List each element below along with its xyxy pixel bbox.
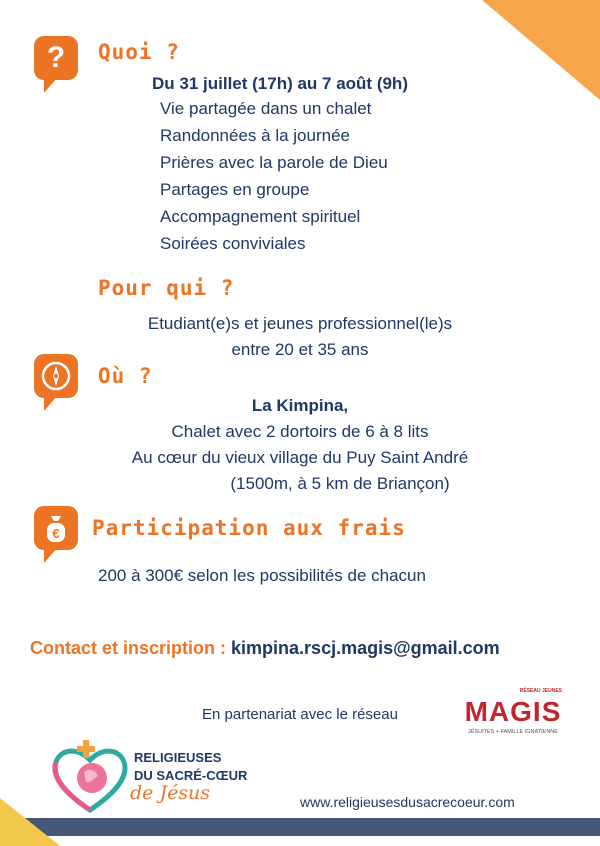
svg-text:€: €	[52, 526, 60, 541]
ou-heading: Où ?	[98, 364, 153, 388]
pour-qui-line: entre 20 et 35 ans	[231, 340, 369, 359]
quoi-dates: Du 31 juillet (17h) au 7 août (9h)	[152, 74, 408, 93]
quoi-item: Vie partagée dans un chalet	[160, 99, 372, 118]
rscj-line1: RELIGIEUSES	[134, 750, 222, 765]
rscj-line2: DU SACRÉ-CŒUR	[134, 768, 248, 783]
pour-qui-line: Etudiant(e)s et jeunes professionnel(le)s	[147, 314, 453, 333]
quoi-heading: Quoi ?	[98, 40, 180, 64]
footer-triangle	[0, 798, 60, 846]
participation-heading: Participation aux frais	[92, 516, 406, 540]
partner-text: En partenariat avec le réseau	[202, 706, 398, 723]
ou-line: (1500m, à 5 km de Briançon)	[230, 474, 450, 493]
euro-money-bag-icon	[34, 506, 78, 550]
contact-line	[30, 638, 500, 659]
website-link[interactable]: www.religieusesdusacrecoeur.com	[300, 794, 515, 810]
question-mark-icon: ?	[34, 36, 78, 80]
magis-logo-name: MAGIS	[464, 696, 562, 727]
heart-globe-icon	[50, 736, 130, 816]
contact-email-link[interactable]: kimpina.rscj.magis@gmail.com	[231, 638, 500, 658]
quoi-item: Randonnées à la journée	[160, 126, 350, 145]
magis-logo-top: RÉSEAU JEUNES	[519, 688, 562, 694]
quoi-item: Partages en groupe	[160, 180, 310, 199]
compass-icon	[34, 354, 78, 398]
quoi-item: Prières avec la parole de Dieu	[160, 153, 388, 172]
magis-logo	[458, 688, 568, 736]
ou-line: Au cœur du vieux village du Puy Saint André	[131, 448, 469, 467]
magis-logo-tagline: JÉSUITES + FAMILLE IGNATIENNE	[468, 729, 558, 735]
ou-place: La Kimpina,	[251, 396, 349, 415]
ou-line: Chalet avec 2 dortoirs de 6 à 8 lits	[171, 422, 429, 441]
footer-bar	[0, 818, 600, 836]
rscj-logo	[50, 736, 270, 816]
corner-decoration	[482, 0, 600, 100]
quoi-item: Accompagnement spirituel	[160, 207, 361, 226]
rscj-line3: de Jésus	[130, 782, 211, 804]
contact-label: Contact et inscription :	[30, 638, 227, 658]
pour-qui-heading: Pour qui ?	[98, 276, 235, 300]
quoi-item: Soirées conviviales	[160, 234, 306, 253]
participation-text: 200 à 300€ selon les possibilités de chacun	[98, 566, 426, 585]
